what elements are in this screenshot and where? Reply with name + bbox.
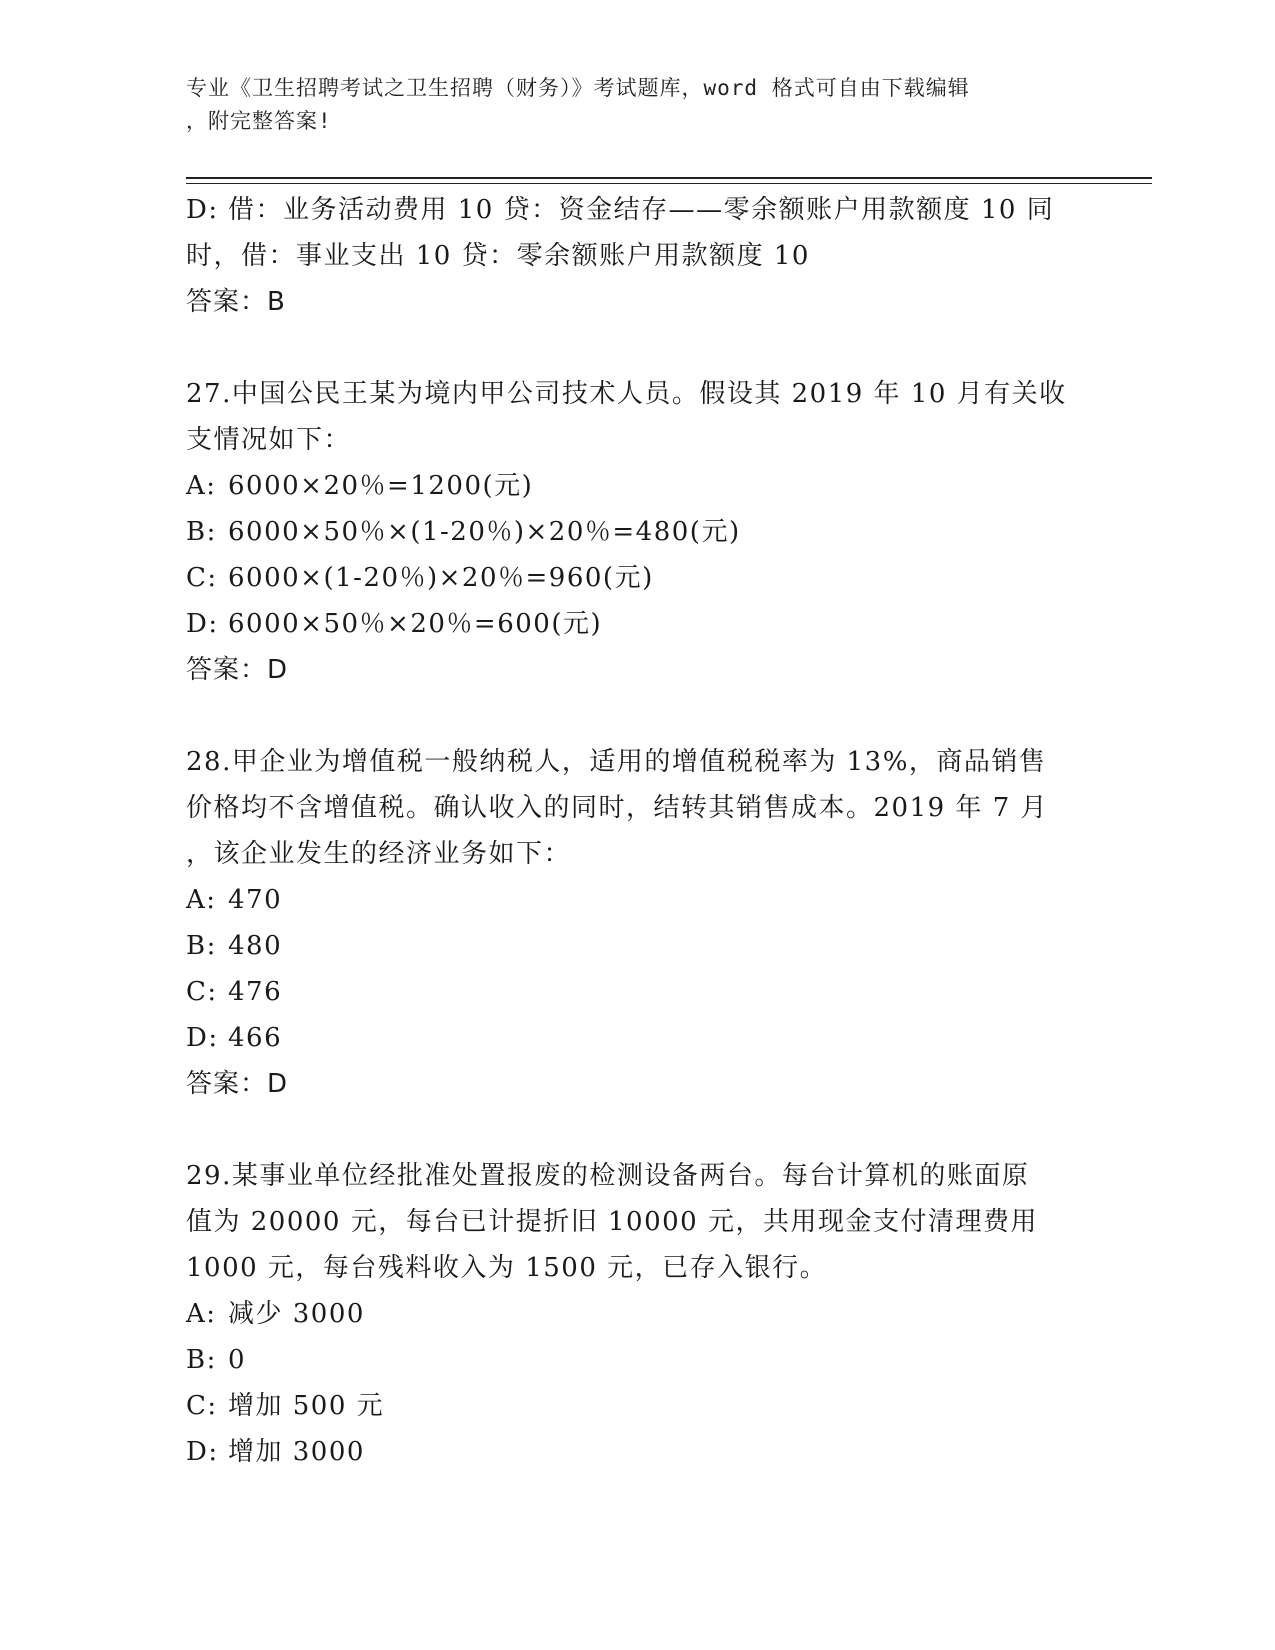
spacer [186, 693, 1086, 739]
option-label: D: [186, 1023, 219, 1053]
answer-line: 答案：D [186, 1069, 289, 1099]
question-stem: 28.甲企业为增值税一般纳税人，适用的增值税税率为 13%，商品销售 [186, 747, 1047, 777]
question-stem-continuation: 值为 20000 元，每台已计提折旧 10000 元，共用现金支付清理费用 [186, 1207, 1038, 1237]
question-stem-continuation: 支情况如下： [186, 425, 352, 455]
option-label: A: [186, 471, 217, 501]
option-d [186, 601, 1086, 647]
option-text: 470 [228, 885, 283, 915]
question-stem-continuation: 价格均不含增值税。确认收入的同时，结转其销售成本。2019 年 7 月 [186, 793, 1049, 823]
option-text: 0 [228, 1345, 247, 1375]
option-label: B: [186, 931, 217, 961]
option-label: A: [186, 1299, 217, 1329]
option-label: B: [186, 517, 217, 547]
answer-line: 答案：B [186, 287, 286, 317]
question-26-tail [186, 187, 1086, 325]
option-d [186, 187, 1086, 233]
option-label: D: [186, 195, 219, 225]
option-text: 480 [228, 931, 283, 961]
option-d [186, 1429, 1086, 1475]
option-text: 借：业务活动费用 10 贷：资金结存——零余额账户用款额度 10 同 [228, 195, 1055, 225]
option-b [186, 509, 1086, 555]
option-text: 6000×(1-20％)×20％=960(元) [228, 563, 654, 593]
option-b [186, 923, 1086, 969]
question-stem-continuation: 1000 元，每台残料收入为 1500 元，已存入银行。 [186, 1253, 828, 1283]
question-stem: 29.某事业单位经批准处置报废的检测设备两台。每台计算机的账面原 [186, 1161, 1030, 1191]
option-text: 466 [228, 1023, 283, 1053]
option-label: D: [186, 609, 219, 639]
option-a [186, 1291, 1086, 1337]
question-27 [186, 371, 1086, 693]
option-label: A: [186, 885, 217, 915]
question-29 [186, 1153, 1086, 1475]
option-text: 增加 500 元 [228, 1391, 385, 1421]
option-b [186, 1337, 1086, 1383]
option-text: 减少 3000 [228, 1299, 365, 1329]
spacer [186, 325, 1086, 371]
question-stem-continuation: ，该企业发生的经济业务如下： [186, 839, 572, 869]
option-label: D: [186, 1437, 219, 1467]
option-label: C: [186, 977, 218, 1007]
header-rule-thin [186, 183, 1152, 184]
option-text: 6000×50％×(1-20％)×20％=480(元) [228, 517, 741, 547]
option-d-continuation: 时，借：事业支出 10 贷：零余额账户用款额度 10 [186, 241, 810, 271]
question-28 [186, 739, 1086, 1107]
option-text: 增加 3000 [228, 1437, 365, 1467]
option-a [186, 877, 1086, 923]
spacer [186, 1107, 1086, 1153]
option-text: 476 [228, 977, 283, 1007]
option-c [186, 1383, 1086, 1429]
option-a [186, 463, 1086, 509]
header-line-1: 专业《卫生招聘考试之卫生招聘（财务）》考试题库，word 格式可自由下载编辑 [186, 76, 970, 100]
question-stem: 27.中国公民王某为境内甲公司技术人员。假设其 2019 年 10 月有关收 [186, 379, 1067, 409]
option-c [186, 555, 1086, 601]
option-d [186, 1015, 1086, 1061]
header-line-2: ，附完整答案! [186, 109, 332, 133]
option-label: C: [186, 1391, 218, 1421]
question-list [186, 187, 1086, 1475]
option-text: 6000×50％×20％=600(元) [228, 609, 603, 639]
document-header [186, 72, 1066, 138]
header-rule-thick [186, 177, 1152, 179]
option-label: C: [186, 563, 218, 593]
answer-line: 答案：D [186, 655, 289, 685]
option-label: B: [186, 1345, 217, 1375]
option-c [186, 969, 1086, 1015]
option-text: 6000×20％=1200(元) [228, 471, 534, 501]
